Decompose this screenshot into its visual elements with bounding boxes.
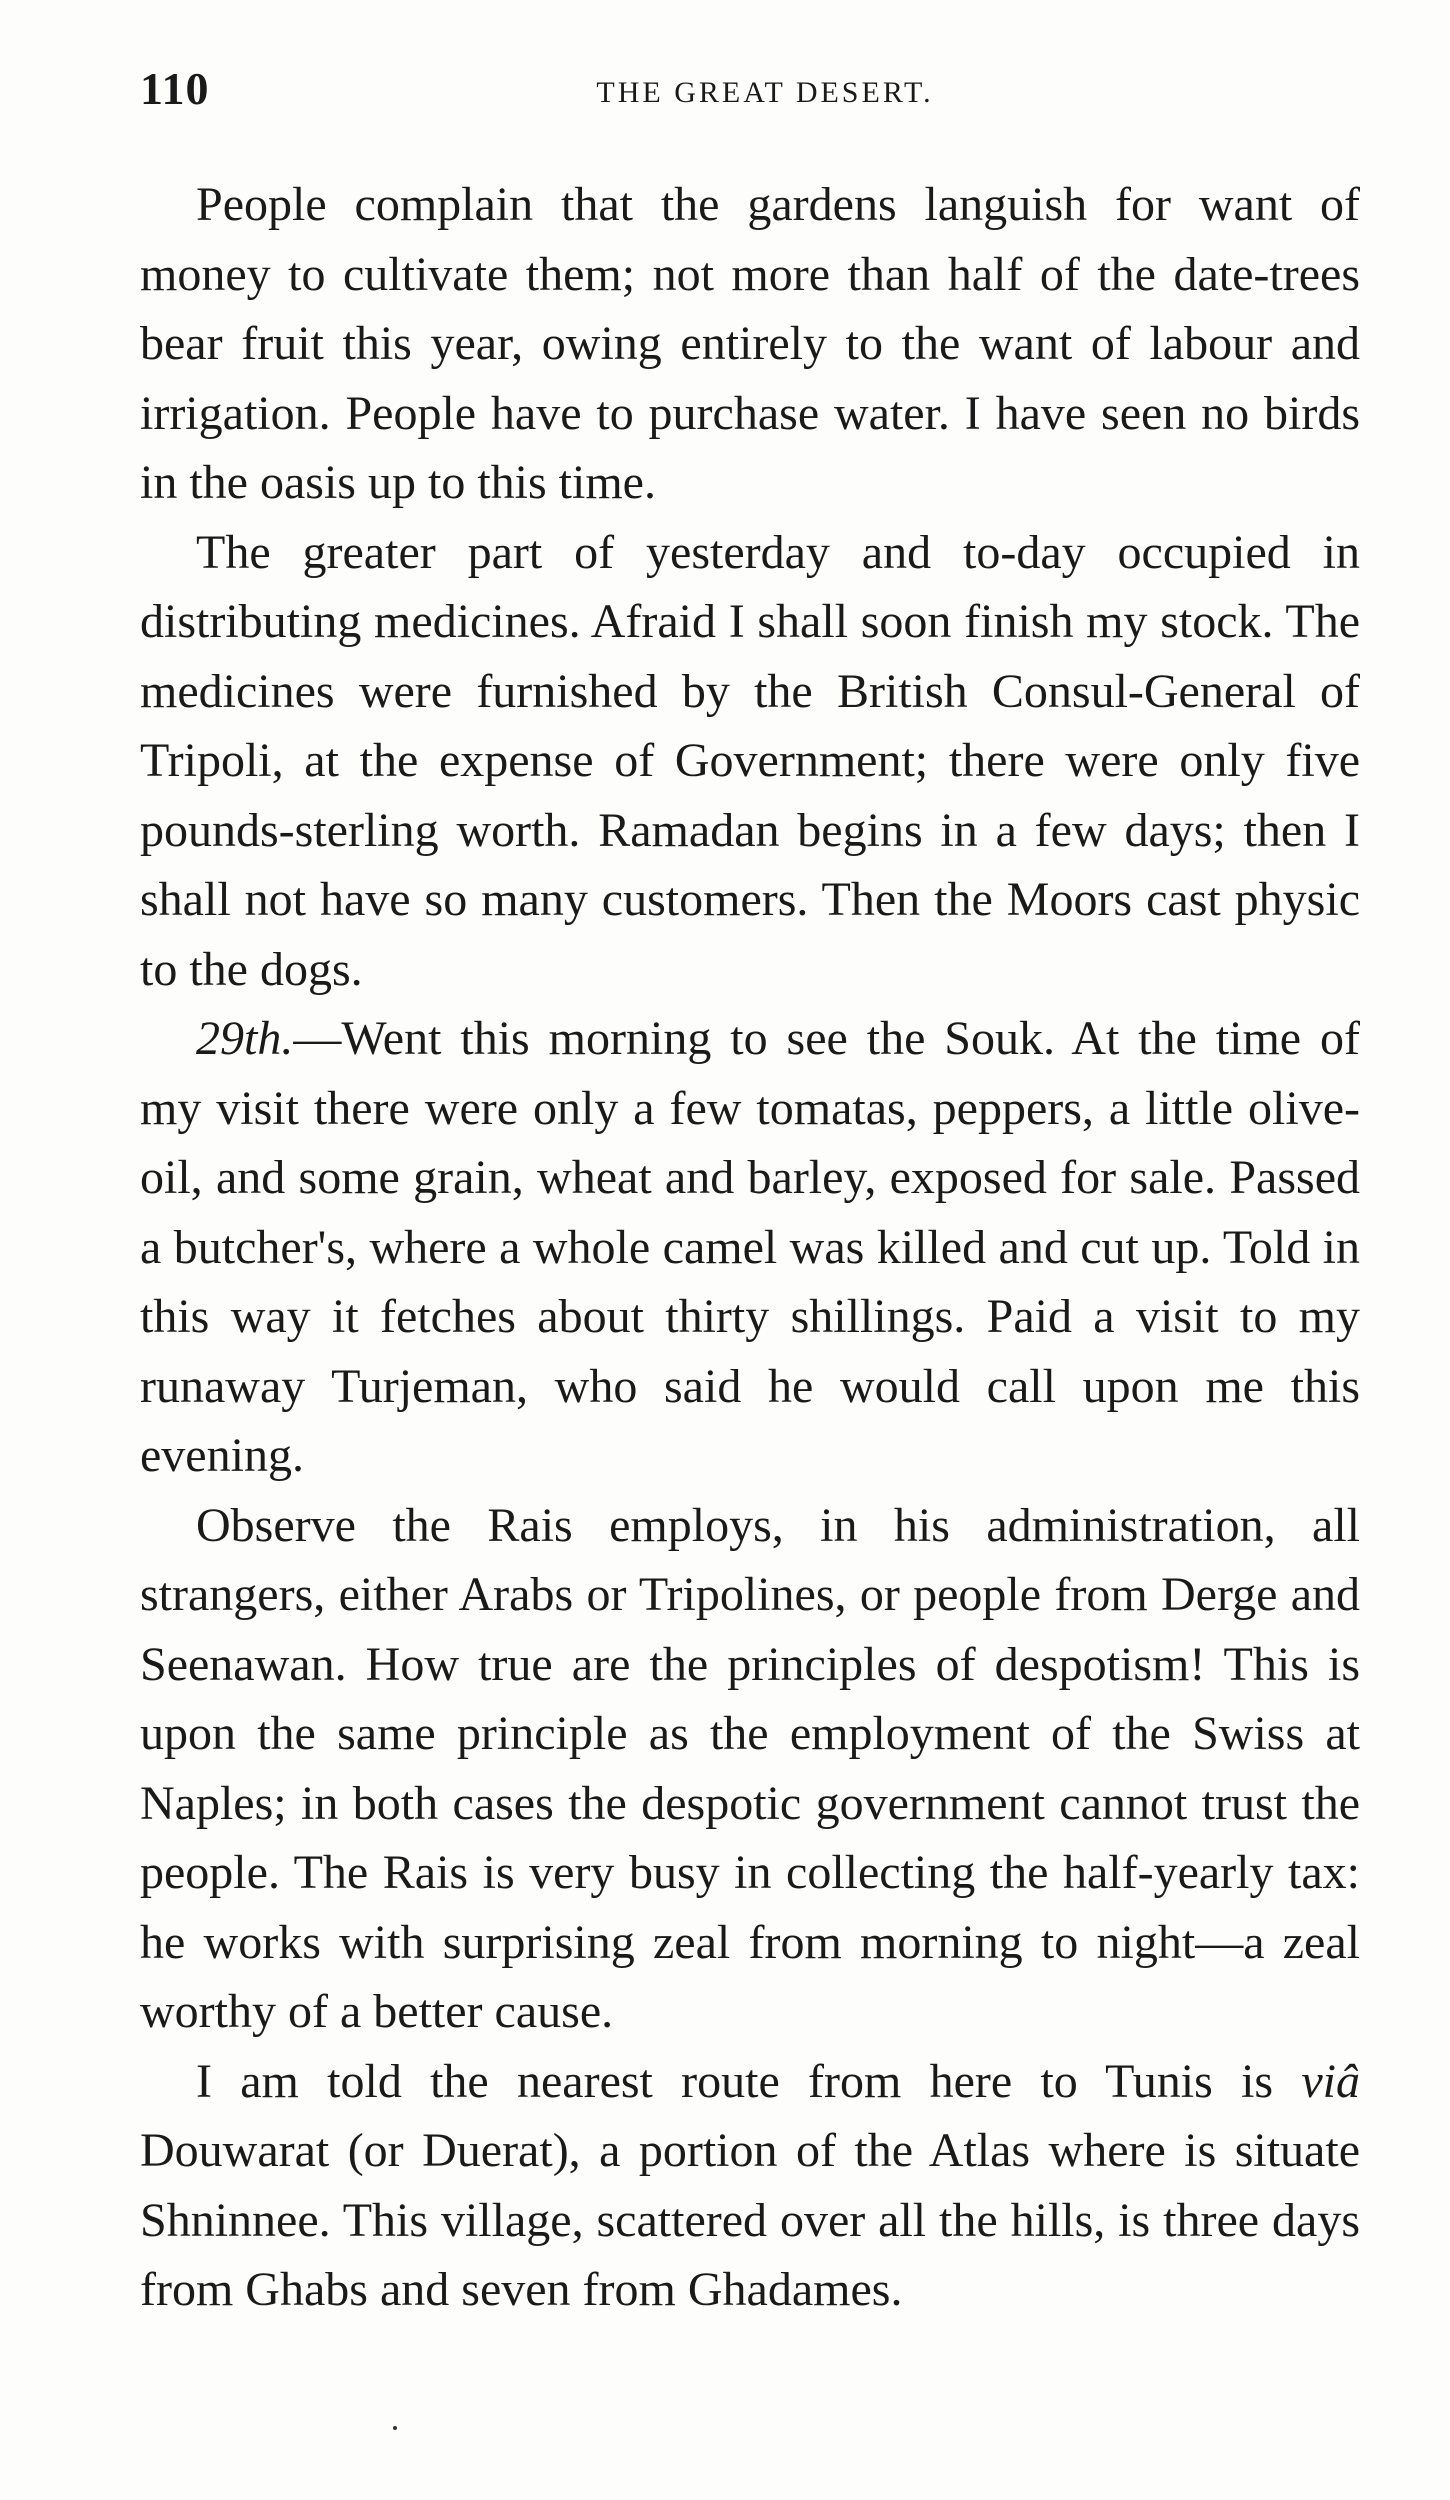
paragraph-medicines: The greater part of yesterday and to-day occupied in distributing medicines. Afraid I shall soon finish my stock. The medicines were furnished by the British Consul-General of Tripoli, at the expense of Government; there were only five pounds-sterling worth. Ramadan begins in a few days; then I shall not have so many customers. Then the Moors cast physic to the dogs. [140, 525, 1360, 996]
paragraph-gardens: People complain that the gardens languish for want of money to cultivate them; not more than half of the date-trees bear fruit this year, owing entirely to the want of labour and irrigation. People have to purchase water. I have seen no birds in the oasis up to this time. [140, 178, 1360, 509]
running-title: THE GREAT DESERT. [596, 76, 934, 109]
paragraph-souk-text: —Went this morning to see the Souk. At the time of my visit there were only a few tomatas, peppers, a little olive-oil, and some grain, wheat and barley, exposed for sale. Passed a butcher's, where a whole camel was killed and cut up. Told in this way it fetches about thirty shillings. Paid a visit to my runaway Turjeman, who said he would call upon me this evening. [140, 1012, 1360, 1482]
paragraph-rais: Observe the Rais employs, in his administration, all strangers, either Arabs or Tripolines, or people from Derge and Seenawan. How true are the principles of despotism! This is upon the same principle as the employment of the Swiss at Naples; in both cases the despotic government cannot trust the people. The Rais is very busy in collecting the half-yearly tax: he works with surprising zeal from morning to night—a zeal worthy of a better cause. [140, 1498, 1360, 2038]
page-number: 110 [140, 63, 210, 114]
paragraph-route-italic: viâ [1301, 2054, 1360, 2108]
print-speck [393, 2426, 397, 2430]
body-text [140, 170, 1360, 2325]
paragraph-route-text-after: Douwarat (or Duerat), a portion of the Atlas where is situate Shninnee. This village, scattered over all the hills, is three days from Ghabs and seven from Ghadames. [140, 2124, 1360, 2316]
paragraph-souk [140, 1004, 1360, 1491]
paragraph-route [140, 2047, 1360, 2325]
running-head [140, 62, 1370, 122]
paragraph-route-text-before: I am told the nearest route from here to Tunis is [196, 2054, 1302, 2108]
date-entry: 29th. [196, 1012, 294, 1065]
